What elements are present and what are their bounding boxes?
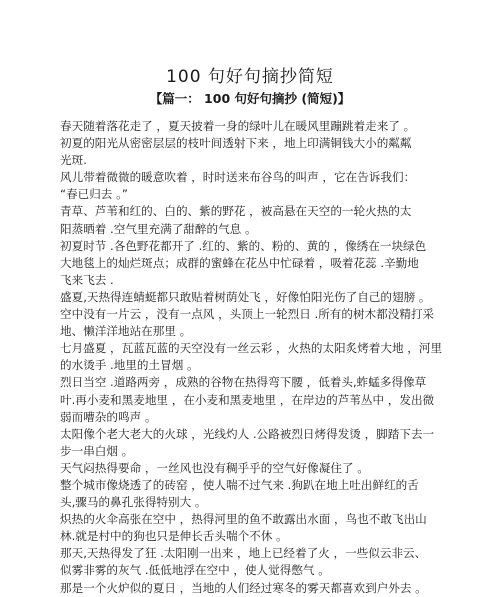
- text-line: 七月盛夏 ，瓦蓝瓦蓝的天空没有一丝云彩 ，火热的太阳炙烤着大地 ，河里: [60, 341, 443, 356]
- text-line: 盛夏,天热得连蜻蜓都只敢贴着树荫处飞 ，好像怕阳光伤了自己的翅膀 。: [60, 289, 431, 304]
- text-line: 天气闷热得要命 ，一丝风也没有稠乎乎的空气好像凝住了 。: [60, 460, 369, 475]
- text-line: 那天,天热得发了狂 .太阳刚一出来 ，地上已经着了火 ，一些似云非云、: [60, 546, 427, 561]
- text-line: 叶.再小麦和黑麦地里 ，在小麦和黑麦地里 ，在岸边的芦苇丛中 ，发出微: [60, 392, 435, 407]
- text-line: 青草、芦苇和红的、白的、紫的野花 ，被高悬在天空的一轮火热的太: [60, 204, 412, 219]
- text-line: 似雾非雾的灰气 .低低地浮在空中 ，使人觉得憋气 。: [60, 563, 330, 578]
- text-line: 地、懒洋洋地站在那里 。: [60, 324, 192, 339]
- text-line: 春天随着落花走了 ，夏天披着一身的绿叶儿在暖风里蹦跳着走来了 。: [60, 119, 416, 133]
- text-line: 初夏的阳光从密密层层的枝叶间透射下来 ，地上印满铜钱大小的粼粼: [60, 136, 412, 151]
- document-title: 100 句好句摘抄简短: [166, 67, 334, 87]
- text-line: 步一串白烟 。: [60, 443, 134, 458]
- text-line: 初夏时节 .各色野花都开了 .红的、紫的、粉的、黄的 ，像绣在一块绿色: [60, 238, 427, 253]
- text-line: 阳蒸晒着 .空气里充满了甜醉的气息 。: [60, 221, 257, 236]
- text-line: 整个城市像烧透了的砖窑 ，使人喘不过气来 .狗趴在地上吐出鲜红的舌: [60, 477, 419, 492]
- text-line: 光斑.: [60, 153, 87, 168]
- text-line: 那是一个火炉似的夏日 ，当地的人们经过寒冬的雾天都喜欢到户外去 。: [60, 580, 427, 595]
- text-line: 风儿带着微微的暖意吹着 ，时时送来布谷鸟的叫声 ，它在告诉我们：: [60, 170, 416, 185]
- text-line: 头,骤马的鼻孔张得特别大 。: [60, 495, 207, 510]
- text-line: 飞来飞去 .: [60, 272, 114, 287]
- document-subtitle: 【篇一： 100 句好句摘抄 (简短)】: [149, 91, 351, 106]
- text-line: 空中没有一片云 ，没有一点风 ，头顶上一轮烈日 .所有的树木都没精打采: [60, 307, 435, 322]
- text-line: “春已归去 。”: [60, 187, 128, 202]
- text-line: 林.就是村中的狗也只是伸长舌头喘个不休 。: [60, 529, 288, 544]
- text-line: 的水烫手 .地里的土冒烟 。: [60, 358, 199, 373]
- text-line: 大地毯上的灿烂斑点；成群的蜜蜂在花丛中忙碌着 ，吸着花蕊 .辛勤地: [60, 255, 419, 270]
- text-line: 太阳像个老大老大的火球 ，光线灼人 .公路被烈日烤得发烫 ，脚踏下去一: [60, 426, 435, 441]
- document-body: [60, 118, 445, 597]
- text-line: 烈日当空 .道路两旁 ，成熟的谷物在热得弯下腰 ，低着头,蚱蜢多得像草: [60, 375, 427, 390]
- text-line: 弱而嘈杂的鸣声 。: [60, 409, 157, 424]
- text-line: 炽热的火伞高张在空中 ，热得河里的鱼不敢露出水面 ，鸟也不敢飞出山: [60, 512, 427, 527]
